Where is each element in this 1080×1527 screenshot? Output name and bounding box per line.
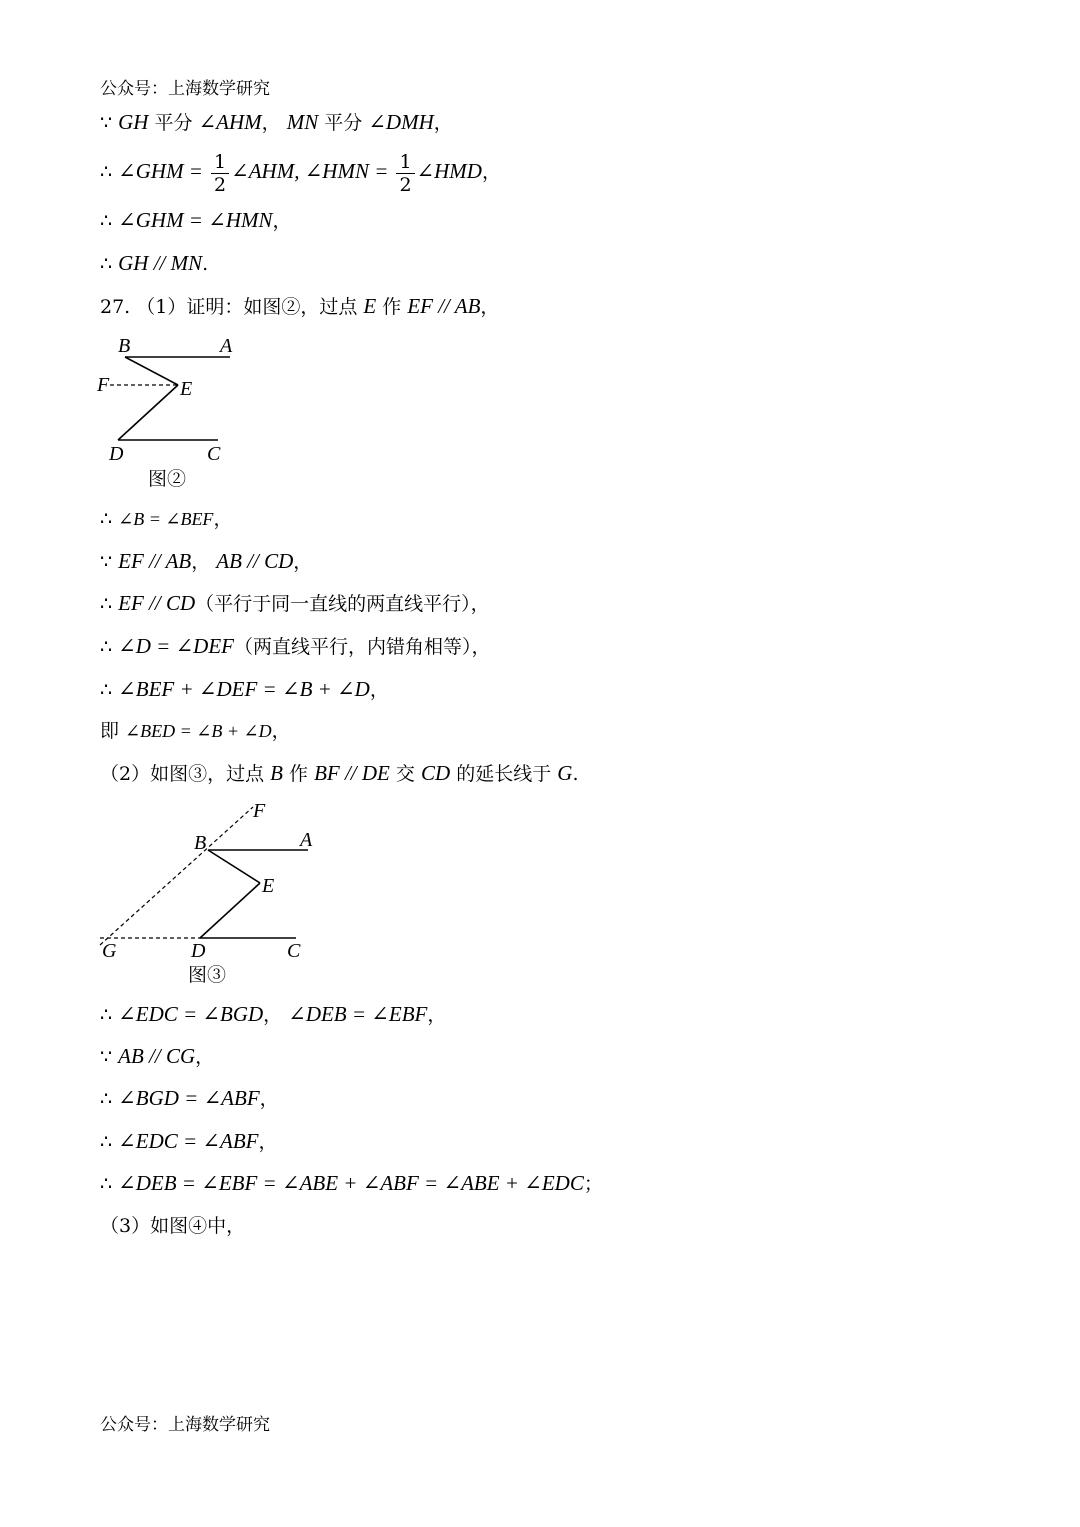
figure-2 [90, 330, 260, 495]
therefore-symbol: ∴ [100, 161, 113, 183]
segment-ED [118, 385, 178, 440]
therefore-symbol: ∴ [100, 508, 113, 530]
therefore-symbol: ∴ [100, 593, 113, 615]
therefore-symbol: ∴ [100, 210, 113, 232]
therefore-symbol: ∴ [100, 636, 113, 658]
segment-BE [208, 850, 260, 883]
proof-line-8: ∴ EF // CD（平行于同一直线的两直线平行）， [100, 591, 490, 615]
because-symbol: ∵ [100, 551, 113, 573]
because-symbol: ∵ [100, 112, 113, 134]
proof-line-2: ∴ ∠GHM = $\frac{1}{2}$ ∠AHM, ∠HMN = $\frac{1}{2}$ ∠HMD， [100, 150, 501, 196]
proof-line-16: ∴ ∠EDC = ∠ABF， [100, 1129, 278, 1153]
proof-line-14: ∵ AB // CG， [100, 1044, 215, 1068]
therefore-symbol: ∴ [100, 1131, 113, 1153]
label-C: C [207, 443, 221, 465]
proof-line-1: ∵ GH 平分 ∠AHM， MN 平分 ∠DMH， [100, 110, 453, 134]
therefore-symbol: ∴ [100, 1088, 113, 1110]
problem-27-part-3: （3）如图④中， [100, 1215, 246, 1237]
label-F: F [97, 374, 110, 396]
therefore-symbol: ∴ [100, 253, 113, 275]
dashed-segment-GF [100, 807, 253, 945]
label-E: E [180, 378, 193, 400]
proof-line-13: ∴ ∠EDC = ∠BGD， ∠DEB = ∠EBF， [100, 1002, 447, 1026]
proof-line-4: ∴ GH // MN. [100, 251, 209, 275]
segment-BE [125, 357, 178, 385]
segment-ED [200, 883, 260, 938]
problem-27-part-2: （2）如图③，过点 B 作 BF // DE 交 CD 的延长线于 G. [100, 761, 579, 785]
proof-line-11: 即 ∠BED = ∠B + ∠D， [100, 720, 291, 742]
label-D: D [109, 443, 124, 465]
therefore-symbol: ∴ [100, 679, 113, 701]
therefore-symbol: ∴ [100, 1004, 113, 1026]
proof-line-9: ∴ ∠D = ∠DEF（两直线平行，内错角相等）， [100, 634, 491, 658]
therefore-symbol: ∴ [100, 1173, 113, 1195]
label-B: B [194, 832, 207, 854]
proof-line-6: ∴ ∠B = ∠BEF， [100, 508, 233, 530]
label-F: F [253, 800, 266, 822]
page-footer: 公众号：上海数学研究 [100, 1415, 270, 1435]
proof-line-3: ∴ ∠GHM = ∠HMN， [100, 208, 292, 232]
problem-27-part-1: 27. （1）证明：如图②，过点 E 作 EF // AB， [100, 294, 500, 318]
figure-caption: 图② [148, 469, 187, 490]
page-header: 公众号：上海数学研究 [100, 79, 270, 99]
proof-line-17: ∴ ∠DEB = ∠EBF = ∠ABE + ∠ABF = ∠ABE + ∠EDC； [100, 1171, 603, 1195]
label-D: D [191, 940, 206, 962]
label-A: A [300, 829, 313, 851]
proof-line-7: ∵ EF // AB， AB // CD， [100, 549, 313, 573]
label-G: G [102, 940, 117, 962]
figure-caption: 图③ [188, 965, 227, 986]
proof-line-10: ∴ ∠BEF + ∠DEF = ∠B + ∠D， [100, 677, 389, 701]
because-symbol: ∵ [100, 1046, 113, 1068]
fraction-one-half: $\frac{1}{2}$ [396, 151, 414, 196]
fraction-one-half: $\frac{1}{2}$ [211, 151, 229, 196]
figure-3 [90, 795, 340, 990]
label-B: B [118, 335, 131, 357]
label-A: A [220, 335, 233, 357]
label-C: C [287, 940, 301, 962]
label-E: E [262, 875, 275, 897]
proof-line-15: ∴ ∠BGD = ∠ABF， [100, 1086, 279, 1110]
